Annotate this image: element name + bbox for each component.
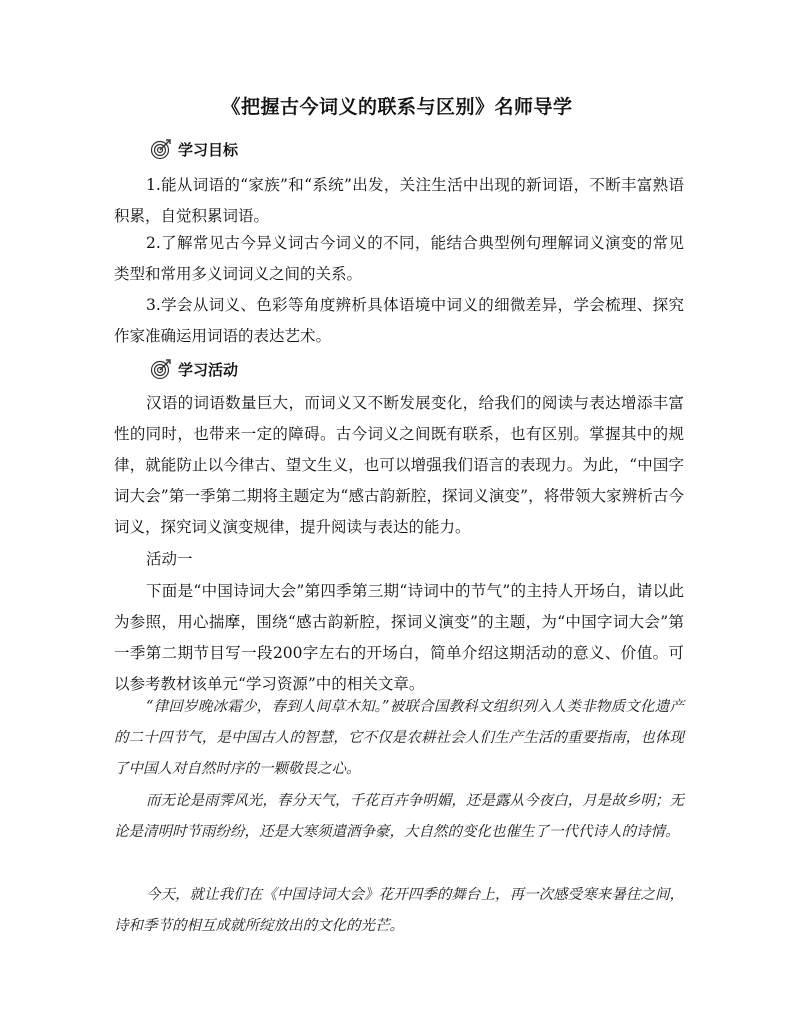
goal-item-2: 2.了解常见古今异义词古今词义的不同，能结合典型例句理解词义演变的常见类型和常用多义词词义之间的关系。 <box>114 234 684 283</box>
activity1-title: 活动一 <box>146 550 193 568</box>
activity1-body: 下面是“中国诗词大会”第四季第三期“诗词中的节气”的主持人开场白，请以此为参照，用心揣摩，围绕“感古韵新腔，探词义演变”的主题，为“中国字词大会”第一季第二期节目写一段200字左右的开场白，简单介绍这期活动的意义、价值。可以参考教材该单元“学习资源”中的相关文章。 <box>114 582 684 693</box>
goal-item-3: 3.学会从词义、色彩等角度辨析具体语境中词义的细微差异，学会梳理、探究作家准确运用词语的表达艺术。 <box>114 296 684 345</box>
page-title: 《把握古今词义的联系与区别》名师导学 <box>221 96 573 118</box>
target-icon <box>150 138 172 160</box>
section-heading-activities <box>150 356 238 382</box>
quote-paragraph-1: “律回岁晚冰霜少，春到人间草木知。”被联合国教科文组织列入人类非物质文化遗产的二十四节气，是中国古人的智慧，它不仅是农耕社会人们生产生活的重要指南，也体现了中国人对自然时序的一颗敬畏之心。 <box>114 699 684 777</box>
activities-intro: 汉语的词语数量巨大，而词义又不断发展变化，给我们的阅读与表达增添丰富性的同时，也带来一定的障碍。古今词义之间既有联系，也有区别。掌握其中的规律，就能防止以今律古、望文生义，也可以增强我们语言的表现力。为此，“中国字词大会”第一季第二期将主题定为“感古韵新腔，探词义演变”，将带领大家辨析古今词义，探究词义演变规律，提升阅读与表达的能力。 <box>114 394 684 536</box>
quote-paragraph-2: 而无论是雨霁风光，春分天气，千花百卉争明媚，还是露从今夜白，月是故乡明；无论是清明时节雨纷纷，还是大寒须遣酒争豪，大自然的变化也催生了一代代诗人的诗情。 <box>114 793 684 840</box>
target-icon <box>150 358 172 380</box>
section-label-goals: 学习目标 <box>178 140 239 159</box>
quote-paragraph-3: 今天，就让我们在《中国诗词大会》花开四季的舞台上，再一次感受寒来暑往之间，诗和季节的相互成就所绽放出的文化的光芒。 <box>114 887 684 934</box>
section-label-activities: 学习活动 <box>178 360 239 379</box>
goal-item-1: 1.能从词语的“家族”和“系统”出发，关注生活中出现的新词语，不断丰富熟语积累，自觉积累词语。 <box>114 176 684 225</box>
section-heading-goals <box>150 136 238 162</box>
